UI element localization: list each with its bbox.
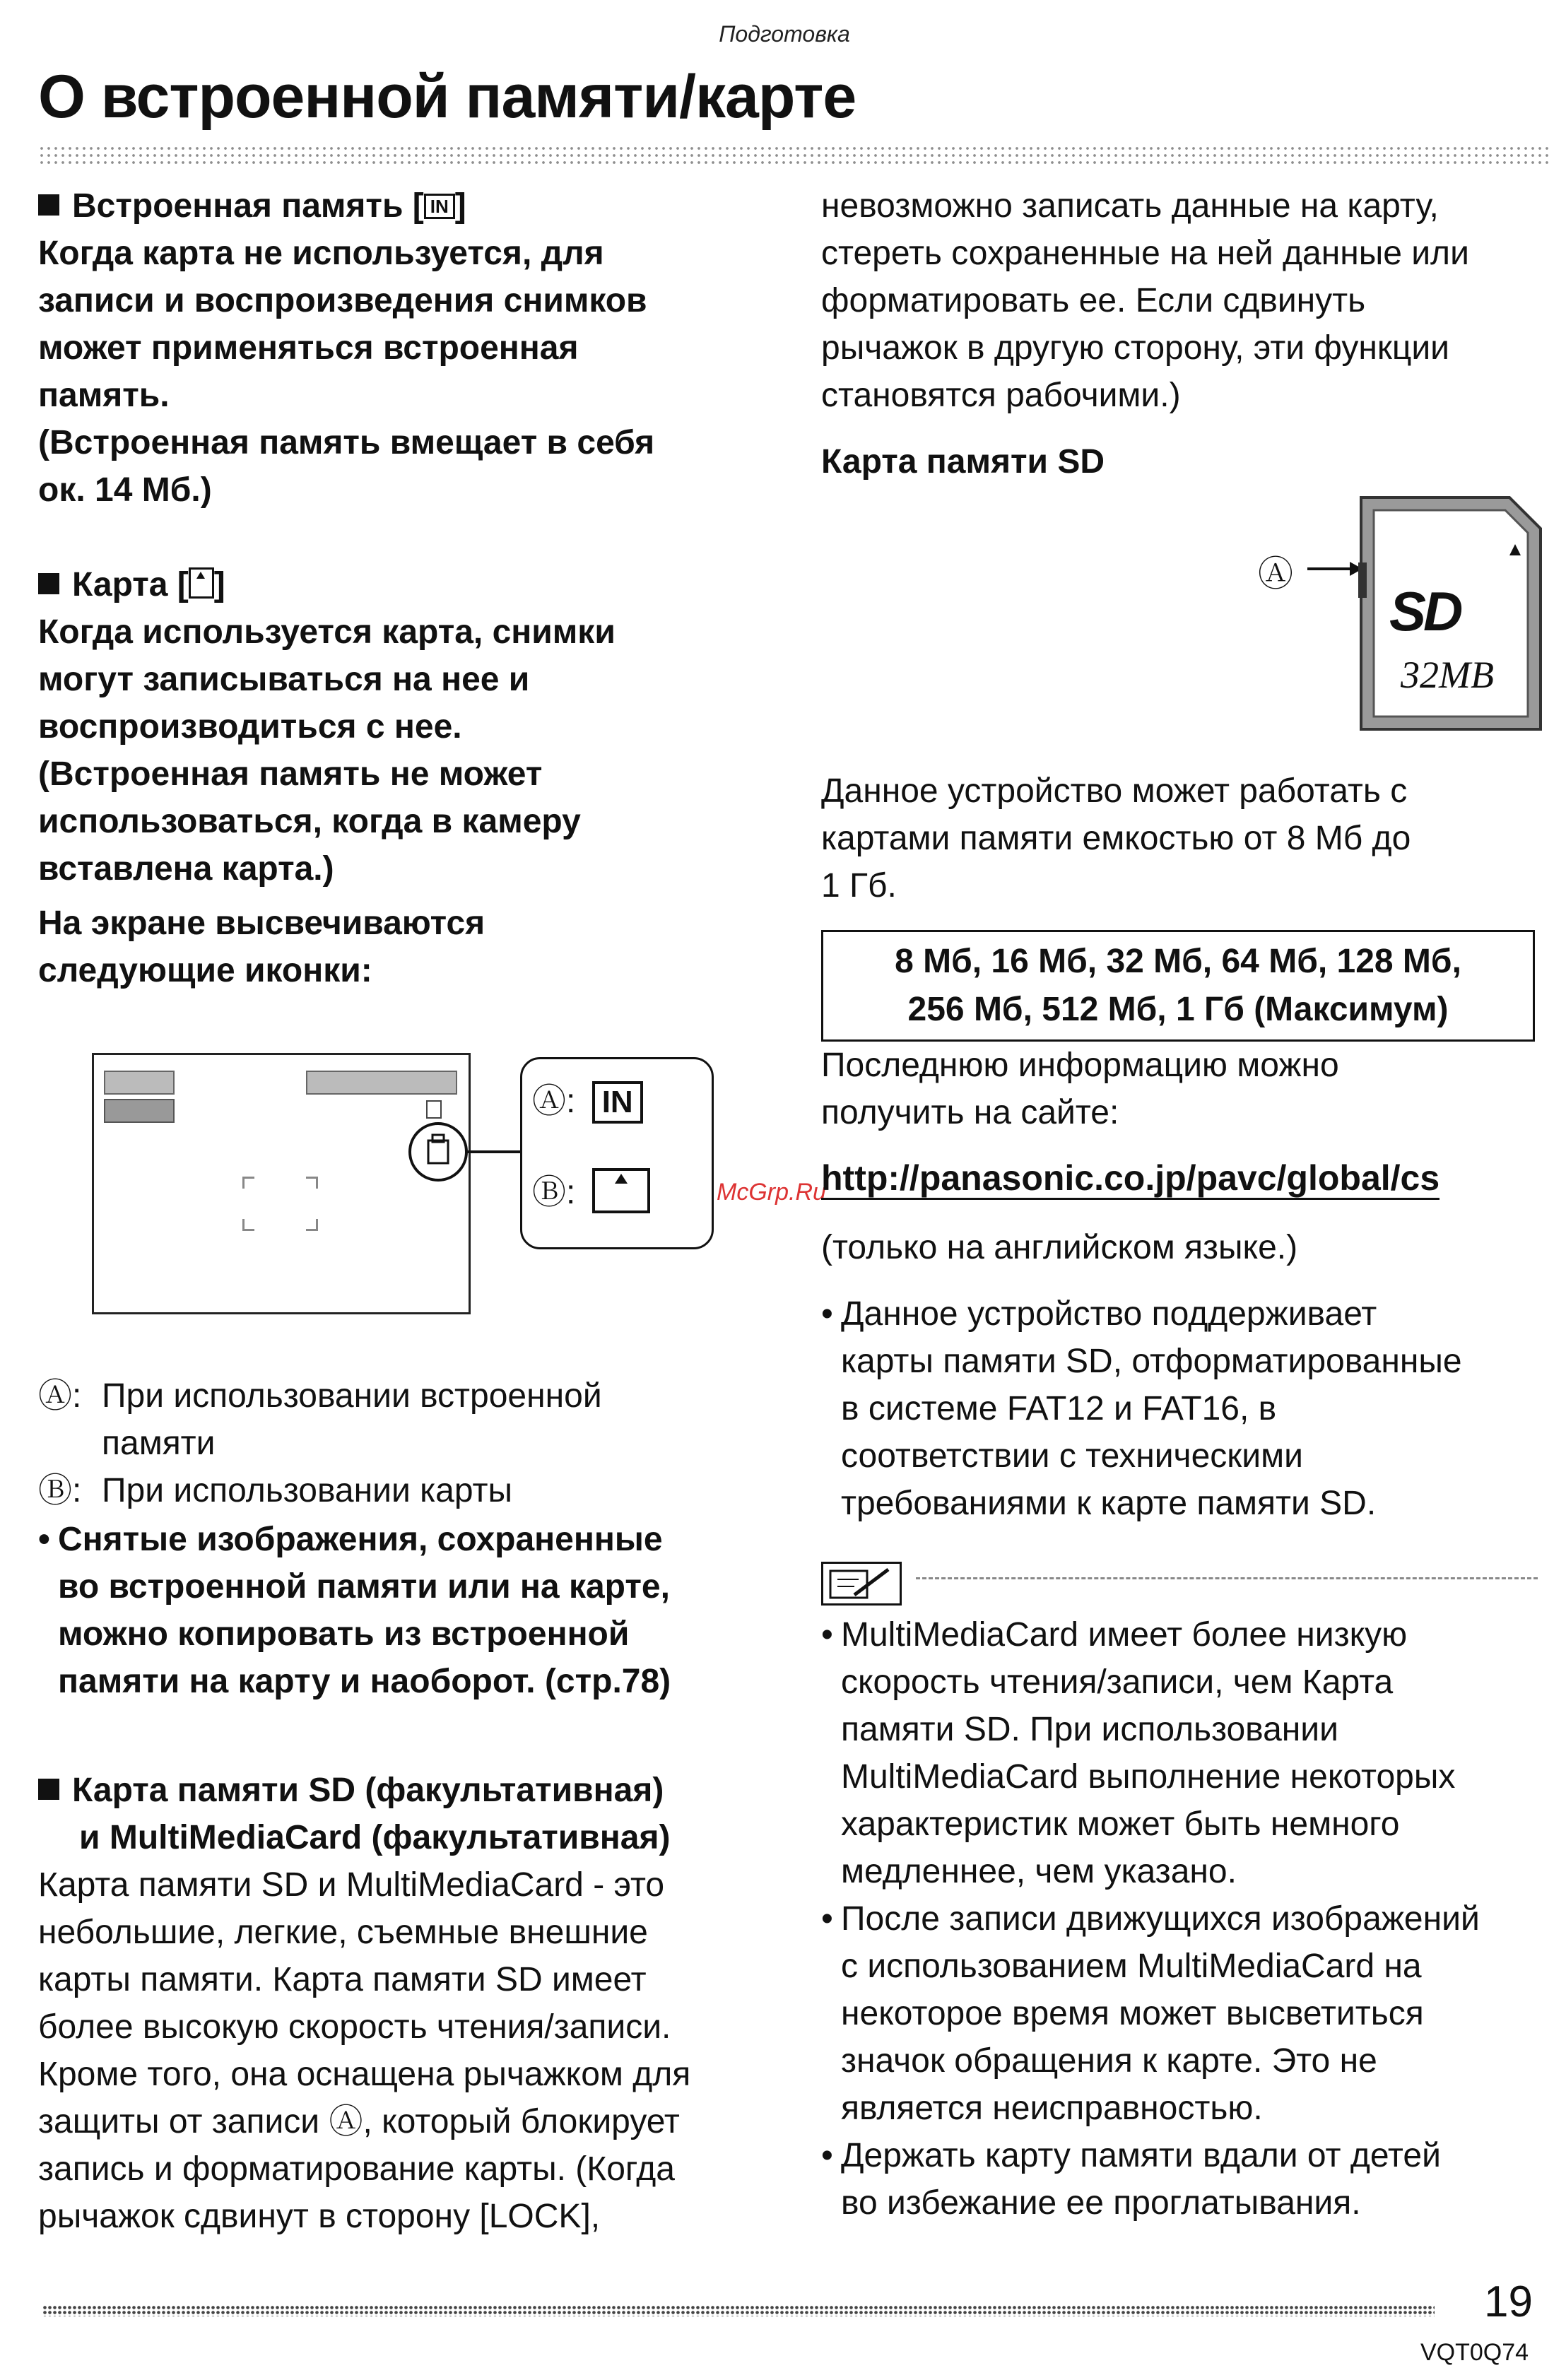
builtin-memory-heading: Встроенная память [ IN ] — [38, 182, 773, 230]
icon-legend-box — [520, 1057, 714, 1249]
info-text: Последнюю информацию можно получить на сайте: — [821, 1047, 1339, 1131]
builtin-memory-text: Когда карта не используется, для записи и воспроизведения снимков может применяться встроенная память. (Встроенная память вмещает в себя ок. 14 Мб.) — [38, 235, 655, 509]
legend-a: Ⓐ: IN — [532, 1080, 643, 1124]
arrow-icon — [1307, 558, 1364, 579]
title-underline — [38, 145, 1550, 166]
capacity-text: Данное устройство может работать с картами памяти емкостью от 8 Мб до 1 Гб. — [821, 772, 1411, 905]
card-icon — [189, 567, 214, 599]
page-number: 19 — [1484, 2278, 1533, 2326]
legend-b: Ⓑ: — [532, 1168, 650, 1214]
caption-a: Ⓐ: При использовании встроенной памяти — [38, 1377, 602, 1462]
support-url-row — [821, 1157, 1485, 1198]
sd-mmc-section — [38, 1767, 787, 2240]
section-header: Подготовка — [719, 21, 850, 47]
card-text: Когда используется карта, снимки могут записываться на нее и воспроизводиться с нее. (Встроенная память не может использоваться, когда в камеру вставлена карта.) — [38, 613, 616, 888]
copy-note: • Снятые изображения, сохраненные во встроенной памяти или на карте, можно копировать из встроенной памяти на карту и наоборот. (стр.78) — [38, 1516, 773, 1705]
screen-captions — [38, 1372, 773, 1514]
card-heading: Карта [ ] — [38, 561, 773, 608]
builtin-memory-icon: IN — [424, 194, 455, 219]
page-title: О встроенной памяти/карте — [38, 63, 856, 131]
focus-bracket-icon — [242, 1219, 254, 1231]
square-bullet-icon — [38, 194, 59, 216]
sd-card-heading: Карта памяти SD — [821, 443, 1105, 481]
card-icon — [592, 1168, 650, 1213]
sd-capacity-label: 32MB — [1401, 654, 1494, 696]
document-code: VQT0Q74 — [1420, 2339, 1529, 2366]
support-url-link[interactable]: http://panasonic.co.jp/pavc/global/cs — [821, 1158, 1440, 1200]
note-access-icon: • После записи движущихся изображений с использованием MultiMediaCard на некоторое время может высветиться значок обращения к карте. Это не является неисправностью. — [821, 1895, 1542, 2132]
mode-icon — [104, 1071, 175, 1095]
sd-mmc-heading: Карта памяти SD (факультативная) и MultiMediaCard (факультативная) — [38, 1767, 787, 1861]
focus-bracket-icon — [306, 1219, 318, 1231]
note-mmc-speed: • MultiMediaCard имеет более низкую скорость чтения/записи, чем Карта памяти SD. При использовании MultiMediaCard выполнение некоторых характеристик может быть немного медленнее, чем указано. — [821, 1611, 1542, 1895]
flash-icon — [104, 1099, 175, 1123]
focus-bracket-icon — [242, 1177, 254, 1189]
footer-rule — [42, 2305, 1435, 2316]
magnifier-callout — [396, 1060, 537, 1201]
builtin-memory-icon: IN — [592, 1081, 643, 1124]
right-continued-text: невозможно записать данные на карту, стереть сохраненные на ней данные или форматировать ее. Если сдвинуть рычажок в другую сторону, эти функции становятся рабочими.) — [821, 187, 1469, 414]
note-children: • Держать карту памяти вдали от детей во избежание ее проглатывания. — [821, 2132, 1542, 2227]
sd-card-illustration — [1358, 495, 1543, 732]
write-protect-marker: Ⓐ — [1258, 554, 1293, 594]
url-language-note: (только на английском языке.) — [821, 1229, 1298, 1266]
left-column — [38, 182, 773, 994]
fat-support-note: • Данное устройство поддерживает карты памяти SD, отформатированные в системе FAT12 и FAT16, в соответствии с техническими требованиями к карте памяти SD. — [821, 1290, 1542, 1527]
caption-b: Ⓑ: При использовании карты — [38, 1472, 512, 1509]
icons-intro: На экране высвечиваются следующие иконки: — [38, 905, 485, 989]
supported-capacities-box: 8 Мб, 16 Мб, 32 Мб, 64 Мб, 128 Мб, 256 Мб, 512 Мб, 1 Гб (Максимум) — [821, 930, 1535, 1042]
notes-list — [821, 1611, 1542, 2227]
focus-bracket-icon — [306, 1177, 318, 1189]
notes-divider — [916, 1577, 1538, 1579]
square-bullet-icon — [38, 573, 59, 594]
square-bullet-icon — [38, 1779, 59, 1800]
watermark: McGrp.Ru — [717, 1179, 826, 1206]
note-icon — [821, 1562, 902, 1606]
sd-logo: SD — [1389, 580, 1461, 642]
sd-mmc-text: Карта памяти SD и MultiMediaCard - это небольшие, легкие, съемные внешние карты памяти. Карта памяти SD имеет более высокую скорость чтения/записи. Кроме того, она оснащена рычажком для защиты от записи Ⓐ, который блокирует запись и форматирование карты. (Когда рычажок сдвинут в сторону [LOCK], — [38, 1866, 691, 2235]
pencil-note-icon — [823, 1564, 900, 1603]
